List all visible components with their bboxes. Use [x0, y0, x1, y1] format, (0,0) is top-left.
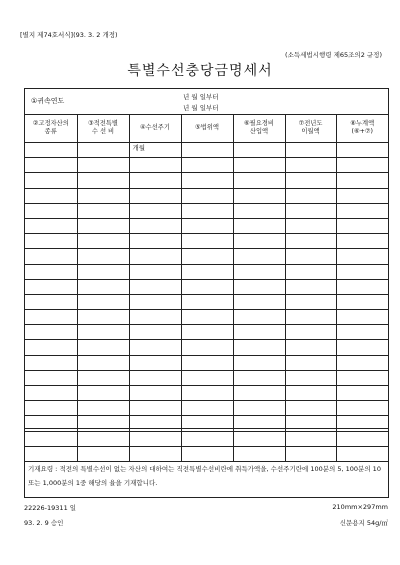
table-cell[interactable] [77, 310, 129, 325]
table-cell[interactable] [25, 370, 77, 385]
table-cell[interactable] [181, 158, 233, 173]
table-row [25, 401, 388, 416]
table-cell[interactable] [129, 294, 181, 309]
table-row [25, 143, 388, 158]
table-cell[interactable] [181, 386, 233, 401]
table-cell[interactable] [129, 218, 181, 233]
table-cell[interactable] [181, 203, 233, 218]
table-row [25, 234, 388, 249]
fiscal-year-label: ①귀속연도 [31, 97, 65, 105]
table-cell[interactable] [25, 386, 77, 401]
table-cell[interactable] [129, 340, 181, 355]
table-cell[interactable] [25, 158, 77, 173]
table-row [25, 294, 388, 309]
table-cell[interactable] [25, 279, 77, 294]
table-cell[interactable] [25, 401, 77, 416]
table-cell[interactable] [336, 143, 388, 158]
table-cell[interactable] [25, 340, 77, 355]
table-cell[interactable] [233, 234, 285, 249]
table-cell[interactable] [181, 188, 233, 203]
table-cell[interactable] [25, 310, 77, 325]
table-row [25, 310, 388, 325]
instructions-text: 기재요령 : 적전의 특별수선이 없는 자산의 대하여는 직전특별수선비란에 취득가액을, 수선주기란에 100분의 5, 100분의 10 또는 1,000분의 1중 해당의 율을 기재합니다. [28, 465, 381, 487]
table-cell[interactable] [77, 294, 129, 309]
table-cell[interactable] [233, 325, 285, 340]
table-cell[interactable] [181, 279, 233, 294]
table-row [25, 188, 388, 203]
table-row [25, 203, 388, 218]
document-title: 특별수선충당금명세서 [127, 63, 273, 79]
table-cell[interactable] [285, 143, 336, 158]
table-cell[interactable] [285, 234, 336, 249]
table-cell[interactable] [336, 355, 388, 370]
table-cell[interactable] [233, 158, 285, 173]
period-from: 년 월 일부터 [183, 93, 219, 101]
table-cell[interactable] [336, 310, 388, 325]
table-cell[interactable] [77, 188, 129, 203]
table-row [25, 279, 388, 294]
table-cell[interactable] [129, 279, 181, 294]
table-cell[interactable] [336, 386, 388, 401]
table-row [25, 173, 388, 188]
table-cell[interactable] [285, 325, 336, 340]
table-cell[interactable] [285, 355, 336, 370]
table-cell[interactable] [77, 340, 129, 355]
col-limit-amount: ⑤법위액 [181, 114, 233, 143]
table-row [25, 355, 388, 370]
table-cell[interactable] [181, 234, 233, 249]
table-cell[interactable] [77, 370, 129, 385]
table-cell[interactable] [285, 370, 336, 385]
table-cell[interactable] [77, 325, 129, 340]
col-asset-type: ②고정자산의 종류 [25, 114, 77, 143]
table-cell[interactable]: 개월 [129, 143, 181, 158]
table-cell[interactable] [181, 218, 233, 233]
asset-table [25, 114, 388, 462]
table-cell[interactable] [233, 218, 285, 233]
table-cell[interactable] [336, 173, 388, 188]
table-cell[interactable] [181, 310, 233, 325]
table-cell[interactable] [336, 340, 388, 355]
paper-size: 210mm×297mm [332, 503, 388, 511]
table-row [25, 158, 388, 173]
table-cell[interactable] [336, 203, 388, 218]
table-cell[interactable] [285, 188, 336, 203]
form-code: 22226-19311 일 [24, 504, 77, 512]
table-cell[interactable] [233, 340, 285, 355]
table-cell[interactable] [129, 173, 181, 188]
table-row [25, 340, 388, 355]
table-cell[interactable] [25, 143, 77, 158]
col-carryover-amount: ⑦전년도 이월액 [285, 114, 336, 143]
table-cell[interactable] [233, 203, 285, 218]
table-row [25, 386, 388, 401]
table-row [25, 249, 388, 264]
table-cell[interactable] [233, 294, 285, 309]
form-number: [별지 제74호서식](93. 3. 2 개정) [20, 31, 118, 39]
table-cell[interactable] [25, 325, 77, 340]
table-cell[interactable] [77, 218, 129, 233]
table-cell[interactable] [129, 188, 181, 203]
table-cell[interactable] [77, 158, 129, 173]
table-cell[interactable] [181, 340, 233, 355]
table-cell[interactable] [181, 173, 233, 188]
table-cell[interactable] [181, 370, 233, 385]
fiscal-year-row [25, 89, 388, 115]
table-cell[interactable] [25, 188, 77, 203]
table-row [25, 325, 388, 340]
table-cell[interactable] [336, 249, 388, 264]
table-cell[interactable] [129, 310, 181, 325]
table-cell[interactable] [129, 158, 181, 173]
table-cell[interactable] [285, 386, 336, 401]
table-cell[interactable] [77, 234, 129, 249]
table-cell[interactable] [129, 401, 181, 416]
statement-form [24, 88, 389, 498]
table-cell[interactable] [77, 203, 129, 218]
table-cell[interactable] [129, 355, 181, 370]
table-cell[interactable] [285, 158, 336, 173]
table-cell[interactable] [336, 279, 388, 294]
instructions-box [25, 428, 388, 497]
table-cell[interactable] [336, 401, 388, 416]
table-cell[interactable] [129, 264, 181, 279]
table-cell[interactable] [181, 355, 233, 370]
table-cell[interactable] [285, 294, 336, 309]
table-cell[interactable] [181, 264, 233, 279]
table-cell[interactable] [181, 325, 233, 340]
table-cell[interactable] [77, 386, 129, 401]
table-cell[interactable] [233, 188, 285, 203]
table-cell[interactable] [77, 173, 129, 188]
col-repair-cycle: ④수선주기 [129, 114, 181, 143]
col-cumulative-amount: ⑧누계액 (⑥+⑦) [336, 114, 388, 143]
table-cell[interactable] [233, 355, 285, 370]
table-cell[interactable] [25, 218, 77, 233]
approval-date: 93. 2. 9 승인 [24, 519, 64, 527]
table-cell[interactable] [181, 401, 233, 416]
table-cell[interactable] [129, 249, 181, 264]
table-cell[interactable] [25, 355, 77, 370]
table-cell[interactable] [129, 234, 181, 249]
table-cell[interactable] [336, 264, 388, 279]
table-row [25, 370, 388, 385]
table-header-row [25, 114, 388, 143]
table-cell[interactable] [181, 143, 233, 158]
table-cell[interactable] [285, 310, 336, 325]
table-cell[interactable] [285, 401, 336, 416]
table-cell[interactable] [181, 294, 233, 309]
table-cell[interactable] [77, 355, 129, 370]
table-cell[interactable] [285, 264, 336, 279]
table-cell[interactable] [285, 203, 336, 218]
table-row [25, 218, 388, 233]
table-cell[interactable] [336, 218, 388, 233]
table-cell[interactable] [336, 325, 388, 340]
col-expense-amount: ⑥필요경비 산입액 [233, 114, 285, 143]
table-cell[interactable] [233, 279, 285, 294]
table-cell[interactable] [336, 294, 388, 309]
table-cell[interactable] [233, 173, 285, 188]
table-cell[interactable] [25, 294, 77, 309]
table-cell[interactable] [129, 386, 181, 401]
table-cell[interactable] [25, 249, 77, 264]
table-cell[interactable] [77, 401, 129, 416]
table-cell[interactable] [285, 218, 336, 233]
table-cell[interactable] [129, 325, 181, 340]
paper-type: 신문용지 54g/㎡ [339, 519, 388, 527]
table-cell[interactable] [233, 143, 285, 158]
table-cell[interactable] [77, 279, 129, 294]
table-cell[interactable] [285, 173, 336, 188]
col-prior-repair-cost: ③적전특별 수 선 비 [77, 114, 129, 143]
table-cell[interactable] [233, 310, 285, 325]
table-cell[interactable] [181, 249, 233, 264]
legal-basis: (소득세법시행령 제65조의2 규정) [285, 51, 382, 59]
table-cell[interactable] [285, 340, 336, 355]
table-cell[interactable] [25, 234, 77, 249]
table-cell[interactable] [336, 234, 388, 249]
table-row [25, 264, 388, 279]
period-to: 년 월 일부터 [183, 104, 219, 112]
table-cell[interactable] [129, 370, 181, 385]
table-cell[interactable] [233, 401, 285, 416]
table-cell[interactable] [77, 264, 129, 279]
table-cell[interactable] [233, 249, 285, 264]
table-cell[interactable] [233, 370, 285, 385]
table-cell[interactable] [129, 203, 181, 218]
table-cell[interactable] [77, 143, 129, 158]
table-cell[interactable] [77, 249, 129, 264]
table-cell[interactable] [233, 386, 285, 401]
table-cell[interactable] [336, 370, 388, 385]
table-cell[interactable] [285, 279, 336, 294]
table-cell[interactable] [25, 203, 77, 218]
table-cell[interactable] [233, 264, 285, 279]
table-cell[interactable] [25, 264, 77, 279]
table-cell[interactable] [25, 173, 77, 188]
table-cell[interactable] [336, 188, 388, 203]
table-cell[interactable] [336, 158, 388, 173]
table-cell[interactable] [285, 249, 336, 264]
